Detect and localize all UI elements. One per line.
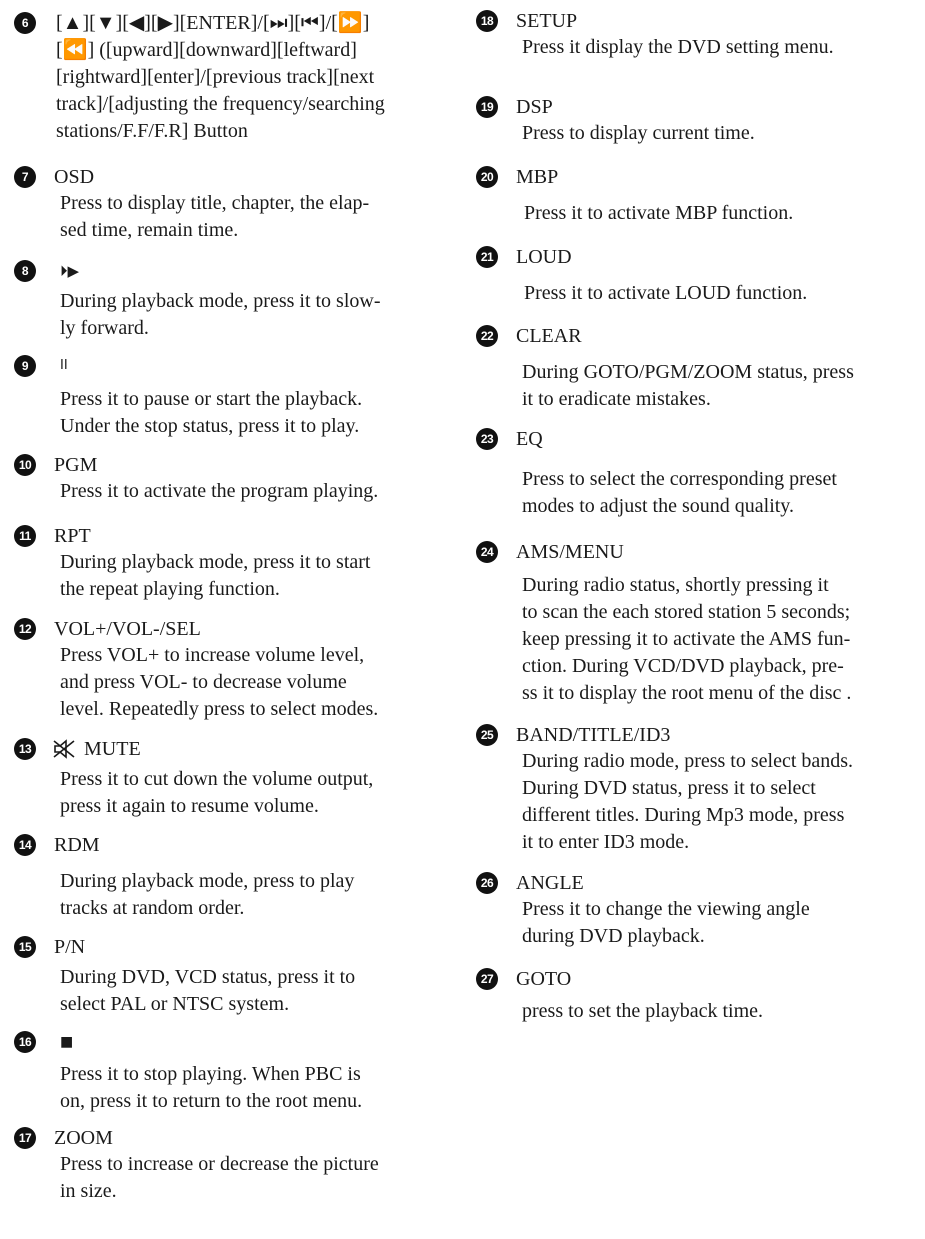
entry-description: Press it to activate MBP function.	[524, 202, 794, 224]
entry-label: EQ	[516, 428, 543, 450]
entry-label: GOTO	[516, 968, 572, 990]
entry-label: DSP	[516, 96, 553, 118]
pause-icon: II	[60, 358, 68, 373]
entry-description: During radio mode, press to select bands. During DVD status, press it to select different titles. During Mp3 mode, press it to enter ID3 mode.	[522, 750, 854, 853]
item-number-badge: 6	[14, 12, 36, 34]
entry-description: Press it display the DVD setting menu.	[522, 36, 834, 58]
entry-description: Press to display current time.	[522, 122, 755, 144]
stop-icon: ■	[60, 1034, 74, 1050]
entry-label: RPT	[54, 525, 91, 547]
entry-label: RDM	[54, 834, 100, 856]
entry-description: Press to increase or decrease the picture in size.	[60, 1153, 379, 1202]
entry-description: Press VOL+ to increase volume level, and press VOL- to decrease volume level. Repeatedly press to select modes.	[60, 644, 379, 720]
entry-label: SETUP	[516, 10, 578, 32]
item-number-badge: 22	[476, 325, 498, 347]
entry-description: Press it to activate the program playing.	[60, 480, 379, 502]
entry-description: Press it to pause or start the playback. Under the stop status, press it to play.	[60, 388, 363, 437]
item-number-badge: 12	[14, 618, 36, 640]
item-number-badge: 15	[14, 936, 36, 958]
entry-description: During DVD, VCD status, press it to select PAL or NTSC system.	[60, 966, 356, 1015]
item-number-badge: 10	[14, 454, 36, 476]
entry-description: During playback mode, press it to start the repeat playing function.	[60, 551, 371, 600]
entry-label: AMS/MENU	[516, 541, 624, 563]
entry-description: Press to select the corresponding preset modes to adjust the sound quality.	[522, 468, 837, 517]
item-number-badge: 21	[476, 246, 498, 268]
item-number-badge: 23	[476, 428, 498, 450]
entry-label: VOL+/VOL-/SEL	[54, 618, 201, 640]
item-number-badge: 8	[14, 260, 36, 282]
item-number-badge: 19	[476, 96, 498, 118]
entry-label: OSD	[54, 166, 95, 188]
item-number-badge: 11	[14, 525, 36, 547]
entry-description: Press it to stop playing. When PBC is on, press it to return to the root menu.	[60, 1063, 363, 1112]
item-number-badge: 16	[14, 1031, 36, 1053]
entry-description: During playback mode, press it to slow- ly forward.	[60, 290, 381, 339]
entry-label: PGM	[54, 454, 98, 476]
item-number-badge: 9	[14, 355, 36, 377]
item-number-badge: 18	[476, 10, 498, 32]
entry-label: CLEAR	[516, 325, 582, 347]
item-number-badge: 27	[476, 968, 498, 990]
entry-label: P/N	[54, 936, 86, 958]
item-number-badge: 24	[476, 541, 498, 563]
item-number-badge: 14	[14, 834, 36, 856]
entry-description: press to set the playback time.	[522, 1000, 764, 1022]
item-number-badge: 20	[476, 166, 498, 188]
item-number-badge: 25	[476, 724, 498, 746]
entry-description: During radio status, shortly pressing it to scan the each stored station 5 seconds; keep pressing it to activate the AMS fun- ction. During VCD/DVD playback, pre- ss it to display the root menu of the disc .	[522, 574, 852, 704]
entry-description: Press it to activate LOUD function.	[524, 282, 808, 304]
navigation-buttons-description: [▲][▼][◀][▶][ENTER]/[⏭][⏮]/[⏩] [⏪] ([upward][downward][leftward] [rightward][enter]/[previous track][next track]/[adjusting the frequency/searching stations/F.F/F.R] Button	[56, 12, 385, 142]
item-number-badge: 26	[476, 872, 498, 894]
entry-description: Press it to cut down the volume output, press it again to resume volume.	[60, 768, 374, 817]
entry-description: During playback mode, press to play tracks at random order.	[60, 870, 355, 919]
entry-description: During GOTO/PGM/ZOOM status, press it to eradicate mistakes.	[522, 361, 854, 410]
mute-icon	[52, 739, 76, 759]
entry-label: MBP	[516, 166, 559, 188]
entry-description: Press it to change the viewing angle during DVD playback.	[522, 898, 810, 947]
entry-label: LOUD	[516, 246, 572, 268]
item-number-badge: 7	[14, 166, 36, 188]
entry-description: Press to display title, chapter, the elap- sed time, remain time.	[60, 192, 370, 241]
entry-label: ZOOM	[54, 1127, 113, 1149]
item-number-badge: 17	[14, 1127, 36, 1149]
entry-label: ANGLE	[516, 872, 584, 894]
entry-label: BAND/TITLE/ID3	[516, 724, 671, 746]
item-number-badge: 13	[14, 738, 36, 760]
slow-forward-icon: ⏵▶	[60, 262, 80, 280]
entry-label: MUTE	[84, 738, 141, 760]
